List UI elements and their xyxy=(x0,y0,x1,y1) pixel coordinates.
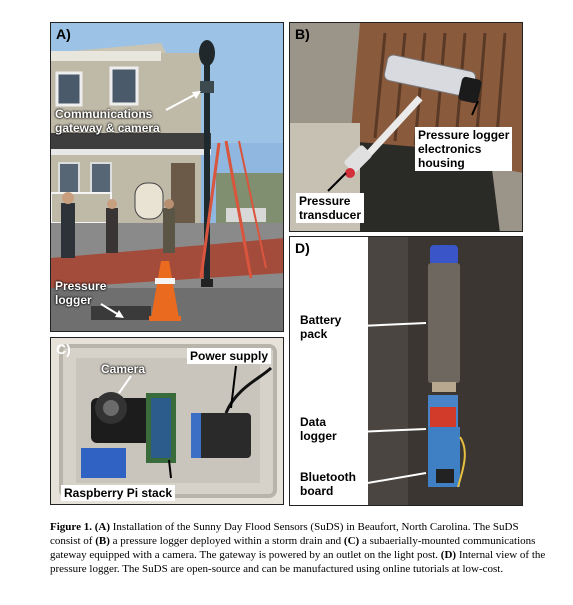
panel-a-label: A) xyxy=(56,26,71,42)
data-logger-annotation xyxy=(300,415,337,443)
panel-c-label: C) xyxy=(56,341,71,357)
pressure-logger-internal-photo xyxy=(290,237,523,506)
logger-annotation-a-line2: logger xyxy=(55,293,92,307)
caption-tag-c: (C) xyxy=(343,535,360,547)
power-supply-annotation: Power supply xyxy=(187,348,271,364)
panel-a-photo xyxy=(50,22,284,332)
housing-annotation-line1: Pressure logger xyxy=(418,128,510,142)
caption-text-c: a subaerially-mounted communications gateway equipped with a camera. The gateway is powered by an outlet on the light post. xyxy=(50,535,536,561)
transducer-annotation-line1: Pressure xyxy=(299,194,351,208)
caption-text-a: Installation of the Sunny Day Flood Sensors (SuDS) in Beaufort, North Carolina. The SuDS consist of xyxy=(50,521,519,547)
battery-annotation-line1: Battery xyxy=(300,313,342,327)
camera-annotation: Camera xyxy=(101,362,146,376)
gateway-annotation xyxy=(55,107,160,135)
caption-text-b: a pressure logger deployed within a storm drain and xyxy=(109,535,344,547)
panel-d-label: D) xyxy=(295,240,310,256)
bluetooth-annotation-line1: Bluetooth xyxy=(300,470,356,484)
logger-annotation-a xyxy=(55,279,106,307)
data-logger-annotation-line2: logger xyxy=(300,429,337,443)
panel-c-photo xyxy=(50,337,284,505)
panel-b-photo xyxy=(289,22,523,232)
data-logger-annotation-line1: Data xyxy=(300,415,327,429)
housing-annotation xyxy=(415,127,512,171)
caption-text-d: Internal view of the pressure logger. The SuDS are open-source and can be manufactured using online tutorials at low-cost. xyxy=(50,549,546,575)
transducer-annotation-line2: transducer xyxy=(299,208,362,222)
bluetooth-annotation-line2: board xyxy=(300,484,334,498)
panel-d-photo xyxy=(289,236,523,506)
figure-label: Figure 1. xyxy=(50,521,92,533)
caption-tag-b: (B) xyxy=(95,535,110,547)
housing-annotation-line3: housing xyxy=(418,156,465,170)
panel-b-label: B) xyxy=(295,26,310,42)
figure-caption xyxy=(50,520,550,576)
caption-tag-a: (A) xyxy=(94,521,110,533)
battery-annotation xyxy=(300,313,341,341)
logger-annotation-a-line1: Pressure xyxy=(55,279,107,293)
housing-annotation-line2: electronics xyxy=(418,142,482,156)
caption-tag-d: (D) xyxy=(440,549,457,561)
battery-annotation-line2: pack xyxy=(300,327,328,341)
gateway-annotation-line2: gateway & camera xyxy=(55,121,160,135)
transducer-annotation xyxy=(296,193,364,223)
gateway-annotation-line1: Communications xyxy=(55,107,153,121)
raspberry-pi-annotation: Raspberry Pi stack xyxy=(61,485,175,501)
bluetooth-annotation xyxy=(300,470,356,498)
